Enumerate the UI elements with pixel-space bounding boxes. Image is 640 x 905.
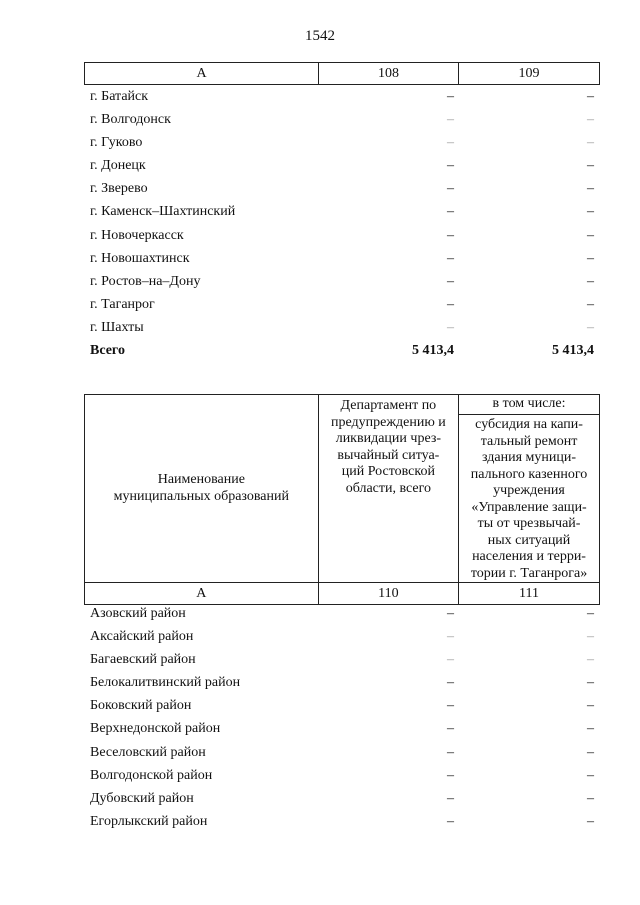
row-value-109: – xyxy=(587,112,594,128)
header-dept-line: Департамент по xyxy=(340,398,437,413)
row-name: г. Новочеркасск xyxy=(90,227,184,243)
page-number: 1542 xyxy=(305,28,335,44)
row-value-109: – xyxy=(587,319,594,335)
table2-header xyxy=(84,394,600,605)
table-row xyxy=(84,155,600,178)
row-value-110: – xyxy=(447,652,454,668)
row-value-108: – xyxy=(447,181,454,197)
table-row xyxy=(84,317,600,340)
row-name: Волгодонской район xyxy=(90,767,213,783)
row-name: Аксайский район xyxy=(90,629,194,645)
row-value-111: – xyxy=(587,675,594,691)
row-value-108: – xyxy=(447,204,454,220)
table-row xyxy=(84,86,600,109)
table-row xyxy=(84,718,600,741)
row-value-109: – xyxy=(587,296,594,312)
row-name: г. Ростов–на–Дону xyxy=(90,273,201,289)
header-subsidy-line: здания муници- xyxy=(482,450,577,465)
table-row xyxy=(84,811,600,834)
header-subsidy-line: населения и терри- xyxy=(472,549,586,564)
row-value-108: – xyxy=(447,319,454,335)
row-value-108: – xyxy=(447,158,454,174)
header-dept-line: ликвидации чрез- xyxy=(335,431,442,446)
row-name: Боковский район xyxy=(90,698,192,714)
row-value-110: – xyxy=(447,629,454,645)
row-value-108: – xyxy=(447,273,454,289)
row-value-109: – xyxy=(587,181,594,197)
row-value-108: – xyxy=(447,227,454,243)
row-name: г. Донецк xyxy=(90,158,146,174)
row-name: Егорлыкский район xyxy=(90,813,208,829)
row-value-111: – xyxy=(587,790,594,806)
total-label: Всего xyxy=(90,343,125,359)
total-row xyxy=(84,340,600,363)
table2-header-a: А xyxy=(85,583,319,605)
row-name: г. Шахты xyxy=(90,319,144,335)
row-name: г. Волгодонск xyxy=(90,112,171,128)
row-value-111: – xyxy=(587,698,594,714)
row-value-109: – xyxy=(587,273,594,289)
row-name: г. Таганрог xyxy=(90,296,155,312)
row-name: г. Новошахтинск xyxy=(90,250,190,266)
header-subsidy xyxy=(459,415,600,583)
table-row xyxy=(84,248,600,271)
table-row xyxy=(84,201,600,224)
table-row xyxy=(84,294,600,317)
table-row xyxy=(84,649,600,672)
row-value-111: – xyxy=(587,767,594,783)
table1-header-109: 109 xyxy=(459,63,600,85)
row-name: г. Батайск xyxy=(90,89,149,104)
row-value-109: – xyxy=(587,158,594,174)
header-dept-line: предупреждению и xyxy=(330,414,446,430)
row-name: Верхнедонской район xyxy=(90,721,221,737)
row-value-108: – xyxy=(447,135,454,151)
total-value-109: 5 413,4 xyxy=(552,343,594,359)
row-value-108: – xyxy=(447,296,454,312)
row-value-108: – xyxy=(447,112,454,128)
row-value-109: – xyxy=(587,204,594,220)
header-name-line: Наименование xyxy=(157,472,245,487)
row-value-109: – xyxy=(587,89,594,104)
table-row xyxy=(84,178,600,201)
header-municipality-name xyxy=(85,395,319,583)
table1-header-108: 108 xyxy=(319,63,459,85)
row-value-111: – xyxy=(587,721,594,737)
row-value-110: – xyxy=(447,698,454,714)
header-name-line: муниципальных образований xyxy=(113,488,289,504)
table-row xyxy=(84,626,600,649)
header-dept-line: области, всего xyxy=(345,480,432,496)
table1-header xyxy=(84,62,600,85)
row-value-111: – xyxy=(587,606,594,621)
header-subsidy-line: тальный ремонт xyxy=(480,433,578,449)
table1-body xyxy=(84,86,600,363)
header-subsidy-line: ных ситуаций xyxy=(487,532,571,548)
row-value-108: – xyxy=(447,250,454,266)
table-row xyxy=(84,742,600,765)
table-row xyxy=(84,788,600,811)
table-row xyxy=(84,672,600,695)
row-value-110: – xyxy=(447,790,454,806)
row-name: Азовский район xyxy=(90,606,186,621)
total-value-108: 5 413,4 xyxy=(412,343,454,359)
header-subsidy-line: «Управление защи- xyxy=(471,499,587,515)
row-name: Белокалитвинский район xyxy=(90,675,241,691)
row-value-111: – xyxy=(587,629,594,645)
row-value-111: – xyxy=(587,744,594,760)
header-dept-line: вычайный ситуа- xyxy=(337,447,440,463)
header-subsidy-line: субсидия на капи- xyxy=(475,417,583,432)
header-dept-line: ций Ростовской xyxy=(341,464,435,479)
row-value-109: – xyxy=(587,250,594,266)
row-value-110: – xyxy=(447,813,454,829)
table-row xyxy=(84,765,600,788)
table-row xyxy=(84,225,600,248)
row-value-109: – xyxy=(587,135,594,151)
table2-header-110: 110 xyxy=(318,583,458,605)
header-subsidy-line: ты от чрезвычай- xyxy=(477,516,581,531)
header-including: в том числе: xyxy=(459,395,600,415)
header-subsidy-line: учреждения xyxy=(493,483,565,498)
header-subsidy-line: пального казенного xyxy=(470,466,588,482)
row-value-111: – xyxy=(587,813,594,829)
table-row xyxy=(84,603,600,626)
row-name: Багаевский район xyxy=(90,652,196,668)
row-value-108: – xyxy=(447,89,454,104)
row-name: г. Зверево xyxy=(90,181,148,197)
row-value-110: – xyxy=(447,675,454,691)
row-value-110: – xyxy=(447,721,454,737)
row-value-110: – xyxy=(447,606,454,621)
table1-header-a: А xyxy=(85,63,319,85)
table-row xyxy=(84,271,600,294)
row-value-111: – xyxy=(587,652,594,668)
table-row xyxy=(84,109,600,132)
header-department-total xyxy=(318,395,458,583)
row-name: г. Каменск–Шахтинский xyxy=(90,204,236,220)
row-value-110: – xyxy=(447,767,454,783)
table-row xyxy=(84,695,600,718)
table-row xyxy=(84,132,600,155)
table2-body xyxy=(84,603,600,834)
row-name: Веселовский район xyxy=(90,744,206,760)
row-value-109: – xyxy=(587,227,594,243)
table2-header-111: 111 xyxy=(459,583,600,605)
row-value-110: – xyxy=(447,744,454,760)
header-subsidy-line: тории г. Таганрога» xyxy=(470,565,588,581)
row-name: г. Гуково xyxy=(90,135,143,151)
row-name: Дубовский район xyxy=(90,790,194,806)
